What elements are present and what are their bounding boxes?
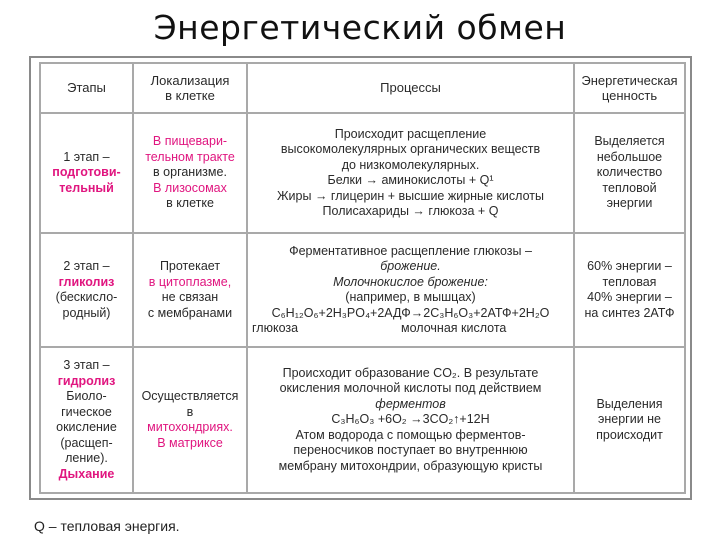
energy-exchange-table [39, 62, 686, 494]
cell-processes-1: Происходит расщепление высокомолекулярных органических веществ до низкомолекулярных. Белки → аминокислоты + Q¹ Жиры → глицерин + высшие жирные кислоты Полисахариды → глюкоза + Q [247, 113, 574, 233]
cell-localization-3: Осуществляется в митохондриях. В матриксе [133, 347, 247, 493]
cell-localization-1: В пищевари- тельном тракте в организме. В лизосомах в клетке [133, 113, 247, 233]
cell-processes-3: Происходит образование CO₂. В результате окисления молочной кислоты под действием ферментов C₃H₆O₃ +6O₂ →3CO₂↑+12H Атом водорода с помощью ферментов- переносчиков поступает во внутреннюю мембрану митохондрии, образующую кристы [247, 347, 574, 493]
cell-energy-value-3: Выделения энергии не происходит [574, 347, 685, 493]
table-row [40, 347, 685, 493]
cell-processes-2: Ферментативное расщепление глюкозы – брожение. Молочнокислое брожение: (например, в мышцах) C₆H₁₂O₆+2H₃PO₄+2АДФ→2C₃H₆O₃+2АТФ+2H₂O глюкоза молочная кислота [247, 233, 574, 347]
cell-energy-value-2: 60% энергии – тепловая 40% энергии – на синтез 2АТФ [574, 233, 685, 347]
header-localization: Локализация в клетке [133, 63, 247, 113]
slide-title: Энергетический обмен [153, 8, 567, 47]
glucose-label: глюкоза [252, 321, 299, 335]
header-stages: Этапы [40, 63, 133, 113]
cell-stage-2: 2 этап – гликолиз (бескисло- родный) [40, 233, 133, 347]
header-processes: Процессы [247, 63, 574, 113]
table-row [40, 233, 685, 347]
cell-stage-3: 3 этап – гидролиз Биоло- гическое окисление (расщеп- ление). Дыхание [40, 347, 133, 493]
table-row [40, 113, 685, 233]
header-energy-value: Энергетическая ценность [574, 63, 685, 113]
table-header-row [40, 63, 685, 113]
footnote: Q – тепловая энергия. [34, 518, 180, 534]
cell-stage-1: 1 этап – подготови- тельный [40, 113, 133, 233]
cell-localization-2: Протекает в цитоплазме, не связан с мембранами [133, 233, 247, 347]
cell-energy-value-1: Выделяется небольшое количество тепловой энергии [574, 113, 685, 233]
lactic-acid-label: молочная кислота [401, 321, 507, 335]
table-frame [29, 56, 692, 500]
